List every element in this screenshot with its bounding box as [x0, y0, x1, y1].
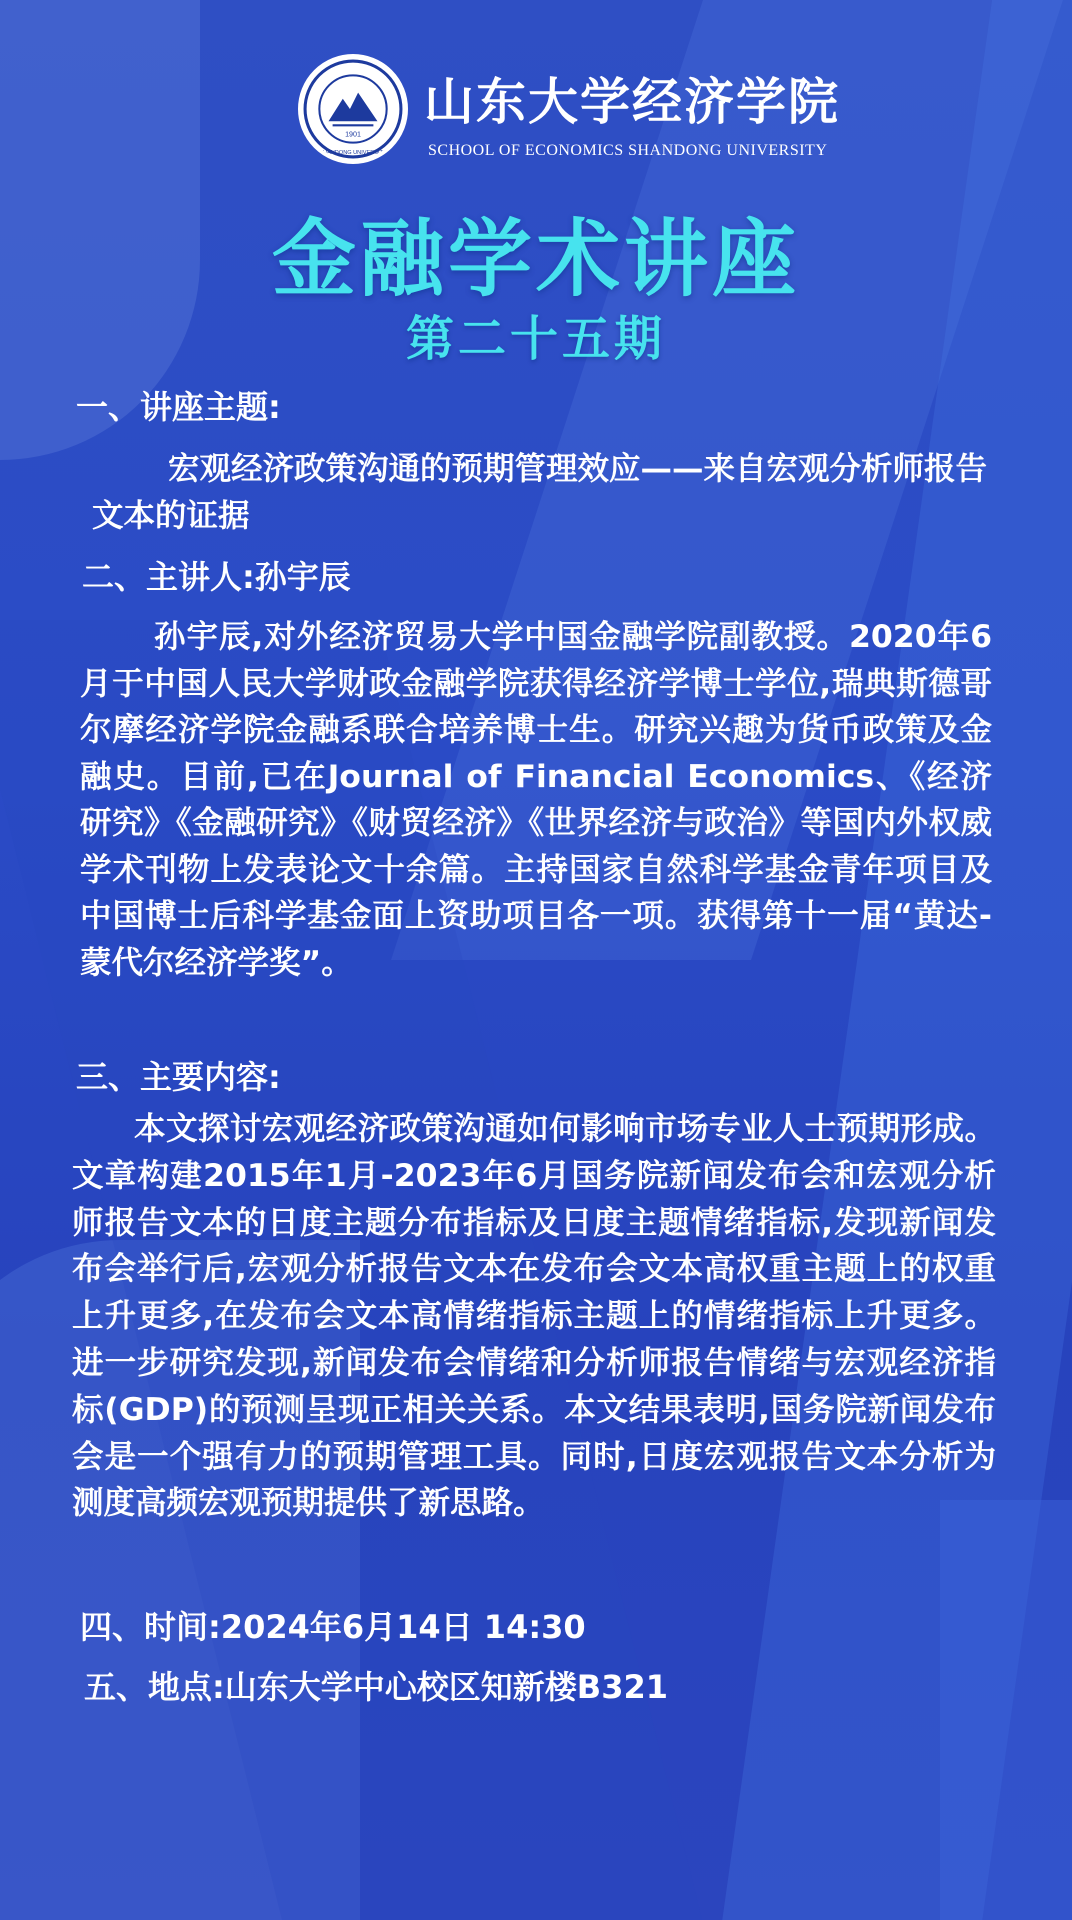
content-text: 本文探讨宏观经济政策沟通如何影响市场专业人士预期形成。文章构建2015年1月-2023年6月国务院新闻发布会和宏观分析师报告文本的日度主题分布指标及日度主题情绪指标,发现新闻发布会举行后,宏观分析报告文本在发布会文本高权重主题上的权重上升更多,在发布会文本高情绪指标主题上的情绪指标上升更多。进一步研究发现,新闻发布会情绪和分析师报告情绪与宏观经济指标(GDP)的预测呈现正相关关系。本文结果表明,国务院新闻发布会是一个强有力的预期管理工具。同时,日度宏观报告文本分析为测度高频宏观预期提供了新思路。	[72, 1111, 996, 1522]
topic-text: 宏观经济政策沟通的预期管理效应——来自宏观分析师报告文本的证据	[92, 451, 988, 534]
svg-text:SHANDONG UNIVERSITY: SHANDONG UNIVERSITY	[319, 149, 387, 156]
university-seal-icon	[298, 54, 408, 164]
school-name-en: SCHOOL OF ECONOMICS SHANDONG UNIVERSITY	[428, 142, 828, 159]
school-name-cn: 山东大学经济学院	[424, 72, 840, 131]
speaker-bio: 孙宇辰,对外经济贸易大学中国金融学院副教授。2020年6月于中国人民大学财政金融学院获得经济学博士学位,瑞典斯德哥尔摩经济学院金融系联合培养博士生。研究兴趣为货币政策及金融史。目前,已在Journal of Financial Economics、《经济研究》《金融研究》《财贸经济》《世界经济与政治》等国内外权威学术刊物上发表论文十余篇。主持国家自然科学基金青年项目及中国博士后科学基金面上资助项目各一项。获得第十一届“黄达-蒙代尔经济学奖”。	[80, 619, 992, 981]
poster-title: 金融学术讲座	[271, 210, 800, 308]
lecture-time: 四、时间:2024年6月14日 14:30	[80, 1608, 586, 1646]
svg-text:1901: 1901	[345, 130, 361, 139]
topic-heading: 一、讲座主题:	[76, 388, 281, 426]
lecture-location: 五、地点:山东大学中心校区知新楼B321	[84, 1668, 668, 1706]
speaker-heading: 二、主讲人:孙宇辰	[82, 558, 351, 596]
issue-number: 第二十五期	[405, 311, 666, 367]
content-heading: 三、主要内容:	[76, 1058, 281, 1096]
